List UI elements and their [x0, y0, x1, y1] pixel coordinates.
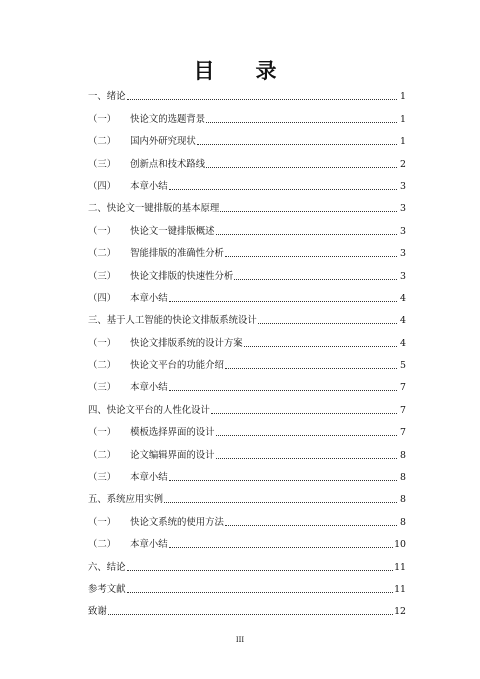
toc-entry-label: 论文编辑界面的设计: [130, 449, 215, 461]
toc-entry[interactable]: [88, 438, 406, 460]
page-title: 目 录: [193, 58, 287, 83]
dot-leader: [164, 501, 397, 503]
toc-entry[interactable]: [88, 573, 406, 595]
toc-entry-page: 8: [400, 516, 406, 528]
toc-entry[interactable]: [88, 371, 406, 393]
toc-entry-label: 本章小结: [130, 382, 168, 394]
table-of-contents: [88, 80, 406, 617]
toc-entry-page: 3: [400, 270, 406, 282]
toc-entry-page: 10: [394, 539, 406, 551]
dot-leader: [225, 367, 397, 369]
toc-entry-page: 12: [394, 606, 406, 618]
toc-entry[interactable]: [88, 282, 406, 304]
toc-entry-label: 模板选择界面的设计: [130, 427, 215, 439]
toc-entry-number: （一）: [88, 427, 117, 439]
dot-leader: [216, 434, 397, 436]
toc-entry-number: （二）: [88, 539, 117, 551]
toc-entry-label: 本章小结: [130, 539, 168, 551]
toc-entry[interactable]: [88, 326, 406, 348]
toc-entry-label: 六、结论: [88, 561, 126, 573]
toc-entry-page: 7: [400, 382, 406, 394]
toc-entry[interactable]: [88, 505, 406, 527]
toc-entry-label: 本章小结: [130, 180, 168, 192]
dot-leader: [244, 345, 397, 347]
toc-entry-page: 4: [400, 315, 406, 327]
toc-entry[interactable]: [88, 147, 406, 169]
toc-entry-label: 四、快论文平台的人性化设计: [88, 404, 210, 416]
toc-entry[interactable]: [88, 102, 406, 124]
toc-entry-page: 8: [400, 494, 406, 506]
dot-leader: [127, 569, 394, 571]
toc-entry-page: 3: [400, 180, 406, 192]
toc-entry-label: 快论文排版系统的设计方案: [130, 337, 243, 349]
dot-leader: [127, 591, 394, 593]
dot-leader: [169, 300, 397, 302]
toc-entry[interactable]: [88, 80, 406, 102]
toc-entry[interactable]: [88, 550, 406, 572]
toc-entry-label: 快论文排版的快速性分析: [130, 270, 234, 282]
toc-entry-number: （四）: [88, 180, 117, 192]
dot-leader: [127, 98, 397, 100]
toc-entry-label: 快论文系统的使用方法: [130, 516, 224, 528]
toc-entry-number: （三）: [88, 270, 117, 282]
toc-entry[interactable]: [88, 214, 406, 236]
toc-entry[interactable]: [88, 237, 406, 259]
toc-entry-page: 3: [400, 203, 406, 215]
toc-entry[interactable]: [88, 259, 406, 281]
dot-leader: [197, 143, 397, 145]
toc-entry-label: 快论文的选题背景: [130, 113, 206, 125]
toc-entry[interactable]: [88, 304, 406, 326]
toc-entry[interactable]: [88, 595, 406, 617]
toc-entry-page: 11: [394, 561, 406, 573]
toc-entry-page: 8: [400, 449, 406, 461]
toc-entry-label: 智能排版的准确性分析: [130, 248, 224, 260]
toc-entry[interactable]: [88, 483, 406, 505]
dot-leader: [169, 546, 393, 548]
dot-leader: [216, 457, 397, 459]
toc-entry-page: 4: [400, 337, 406, 349]
dot-leader: [225, 255, 397, 257]
toc-entry-number: （一）: [88, 113, 117, 125]
dot-leader: [258, 322, 397, 324]
page-number-footer: III: [235, 636, 245, 644]
dot-leader: [211, 412, 397, 414]
dot-leader: [225, 524, 397, 526]
toc-entry-page: 3: [400, 248, 406, 260]
toc-entry[interactable]: [88, 349, 406, 371]
toc-entry-page: 3: [400, 225, 406, 237]
toc-entry-number: （三）: [88, 158, 117, 170]
toc-entry-number: （三）: [88, 382, 117, 394]
toc-entry-page: 8: [400, 472, 406, 484]
toc-entry-label: 二、快论文一键排版的基本原理: [88, 203, 220, 215]
toc-entry-number: （一）: [88, 337, 117, 349]
toc-entry-page: 4: [400, 292, 406, 304]
toc-entry-label: 创新点和技术路线: [130, 158, 206, 170]
dot-leader: [169, 389, 397, 391]
toc-entry-label: 快论文平台的功能介绍: [130, 360, 224, 372]
dot-leader: [206, 121, 397, 123]
dot-leader: [234, 278, 397, 280]
toc-entry-label: 一、绪论: [88, 91, 126, 103]
toc-entry-label: 参考文献: [88, 583, 126, 595]
toc-entry-number: （二）: [88, 360, 117, 372]
dot-leader: [108, 613, 393, 615]
toc-entry-page: 7: [400, 427, 406, 439]
toc-entry-page: 5: [400, 360, 406, 372]
toc-entry-label: 国内外研究现状: [130, 136, 196, 148]
dot-leader: [169, 188, 397, 190]
toc-entry-number: （二）: [88, 136, 117, 148]
dot-leader: [216, 233, 397, 235]
toc-entry-number: （一）: [88, 516, 117, 528]
toc-entry-label: 本章小结: [130, 472, 168, 484]
toc-entry[interactable]: [88, 461, 406, 483]
toc-entry-number: （二）: [88, 449, 117, 461]
toc-entry-number: （二）: [88, 248, 117, 260]
toc-entry[interactable]: [88, 528, 406, 550]
toc-entry-number: （三）: [88, 472, 117, 484]
toc-entry-label: 五、系统应用实例: [88, 494, 164, 506]
toc-entry-label: 快论文一键排版概述: [130, 225, 215, 237]
toc-entry-number: （一）: [88, 225, 117, 237]
toc-entry-page: 1: [400, 113, 406, 125]
dot-leader: [206, 166, 397, 168]
toc-entry-page: 7: [400, 404, 406, 416]
toc-entry-page: 1: [400, 91, 406, 103]
dot-leader: [169, 479, 397, 481]
toc-entry-label: 致谢: [88, 606, 107, 618]
toc-entry[interactable]: [88, 393, 406, 415]
toc-entry-page: 11: [394, 583, 406, 595]
toc-entry[interactable]: [88, 192, 406, 214]
toc-entry-label: 三、基于人工智能的快论文排版系统设计: [88, 315, 257, 327]
toc-entry[interactable]: [88, 416, 406, 438]
toc-entry-page: 1: [400, 136, 406, 148]
dot-leader: [220, 210, 397, 212]
toc-entry-page: 2: [400, 158, 406, 170]
toc-entry[interactable]: [88, 125, 406, 147]
toc-entry-number: （四）: [88, 292, 117, 304]
toc-entry[interactable]: [88, 170, 406, 192]
toc-entry-label: 本章小结: [130, 292, 168, 304]
